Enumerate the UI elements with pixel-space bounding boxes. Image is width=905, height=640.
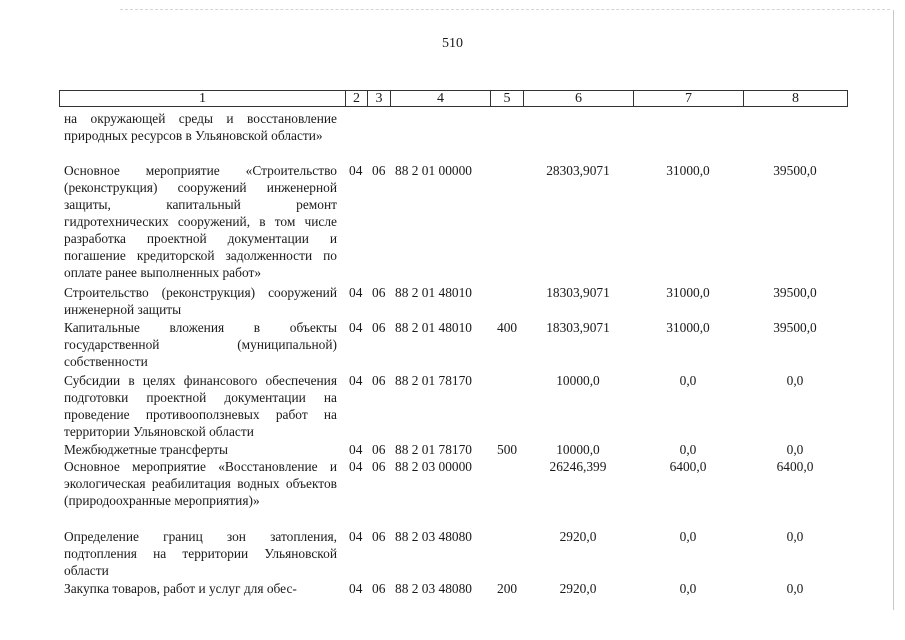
row-section: 04 — [349, 163, 363, 178]
row-name: Межбюджетные трансферты — [64, 442, 228, 457]
row-amount-3: 6400,0 — [776, 459, 814, 474]
header-col-7: 7 — [633, 90, 744, 107]
row-amount-1: 26246,399 — [549, 459, 607, 474]
row-target-code: 88 2 03 48080 — [395, 581, 472, 596]
row-amount-2: 0,0 — [679, 529, 697, 544]
row-amount-3: 39500,0 — [773, 163, 817, 178]
row-target-code: 88 2 01 78170 — [395, 442, 472, 457]
row-amount-1: 18303,9071 — [546, 285, 610, 300]
row-name: Основное мероприятие «Строительство (реконструкция) сооружений инженерной защиты, капитальный ремонт гидротехнических сооружений, в том числе разработка проектной документации и погашение кредиторской задолженности по оплате ранее выполненных работ» — [64, 163, 337, 280]
row-amount-3: 39500,0 — [773, 320, 817, 335]
row-subsection: 06 — [372, 529, 386, 544]
scan-edge-top — [120, 9, 890, 10]
row-expense-type: 200 — [497, 581, 518, 596]
header-col-8: 8 — [743, 90, 848, 107]
header-col-1: 1 — [59, 90, 346, 107]
row-amount-2: 31000,0 — [666, 285, 710, 300]
row-name: Закупка товаров, работ и услуг для обес- — [64, 581, 297, 596]
row-subsection: 06 — [372, 373, 386, 388]
header-col-6: 6 — [523, 90, 634, 107]
row-section: 04 — [349, 459, 363, 474]
row-section: 04 — [349, 285, 363, 300]
header-col-3: 3 — [367, 90, 391, 107]
row-amount-3: 0,0 — [786, 373, 804, 388]
row-name: Определение границ зон затопления, подтопления на территории Ульяновской области — [64, 529, 337, 578]
row-target-code: 88 2 01 48010 — [395, 285, 472, 300]
scan-edge-right — [893, 10, 894, 610]
row-amount-2: 6400,0 — [669, 459, 707, 474]
row-subsection: 06 — [372, 442, 386, 457]
row-section: 04 — [349, 529, 363, 544]
row-amount-1: 18303,9071 — [546, 320, 610, 335]
row-amount-2: 0,0 — [679, 442, 697, 457]
row-name: Строительство (реконструкция) сооружений инженерной защиты — [64, 285, 337, 317]
row-amount-1: 10000,0 — [556, 373, 600, 388]
row-name: на окружающей среды и восстановление природных ресурсов в Ульяновской области» — [64, 111, 337, 143]
header-col-4: 4 — [390, 90, 491, 107]
row-target-code: 88 2 03 48080 — [395, 529, 472, 544]
row-name: Субсидии в целях финансового обеспечения подготовки проектной документации на проведение противооползневых работ на территории Ульяновской области — [64, 373, 337, 439]
row-expense-type: 400 — [497, 320, 518, 335]
row-target-code: 88 2 01 48010 — [395, 320, 472, 335]
row-amount-1: 10000,0 — [556, 442, 600, 457]
row-amount-1: 28303,9071 — [546, 163, 610, 178]
row-expense-type: 500 — [497, 442, 518, 457]
header-col-2: 2 — [345, 90, 368, 107]
row-name: Капитальные вложения в объекты государственной (муниципальной) собственности — [64, 320, 337, 369]
row-subsection: 06 — [372, 285, 386, 300]
row-target-code: 88 2 01 78170 — [395, 373, 472, 388]
row-amount-1: 2920,0 — [559, 581, 597, 596]
page-number: 510 — [442, 36, 463, 51]
row-section: 04 — [349, 442, 363, 457]
row-amount-2: 31000,0 — [666, 320, 710, 335]
row-amount-2: 31000,0 — [666, 163, 710, 178]
row-subsection: 06 — [372, 320, 386, 335]
row-amount-2: 0,0 — [679, 373, 697, 388]
row-section: 04 — [349, 581, 363, 596]
row-amount-3: 0,0 — [786, 529, 804, 544]
row-amount-2: 0,0 — [679, 581, 697, 596]
row-subsection: 06 — [372, 459, 386, 474]
row-amount-3: 0,0 — [786, 442, 804, 457]
row-target-code: 88 2 01 00000 — [395, 163, 472, 178]
row-subsection: 06 — [372, 163, 386, 178]
row-section: 04 — [349, 320, 363, 335]
row-amount-3: 39500,0 — [773, 285, 817, 300]
row-subsection: 06 — [372, 581, 386, 596]
row-section: 04 — [349, 373, 363, 388]
header-col-5: 5 — [490, 90, 524, 107]
row-amount-3: 0,0 — [786, 581, 804, 596]
row-target-code: 88 2 03 00000 — [395, 459, 472, 474]
row-amount-1: 2920,0 — [559, 529, 597, 544]
row-name: Основное мероприятие «Восстановление и экологическая реабилитация водных объектов (природоохранные мероприятия)» — [64, 459, 337, 508]
